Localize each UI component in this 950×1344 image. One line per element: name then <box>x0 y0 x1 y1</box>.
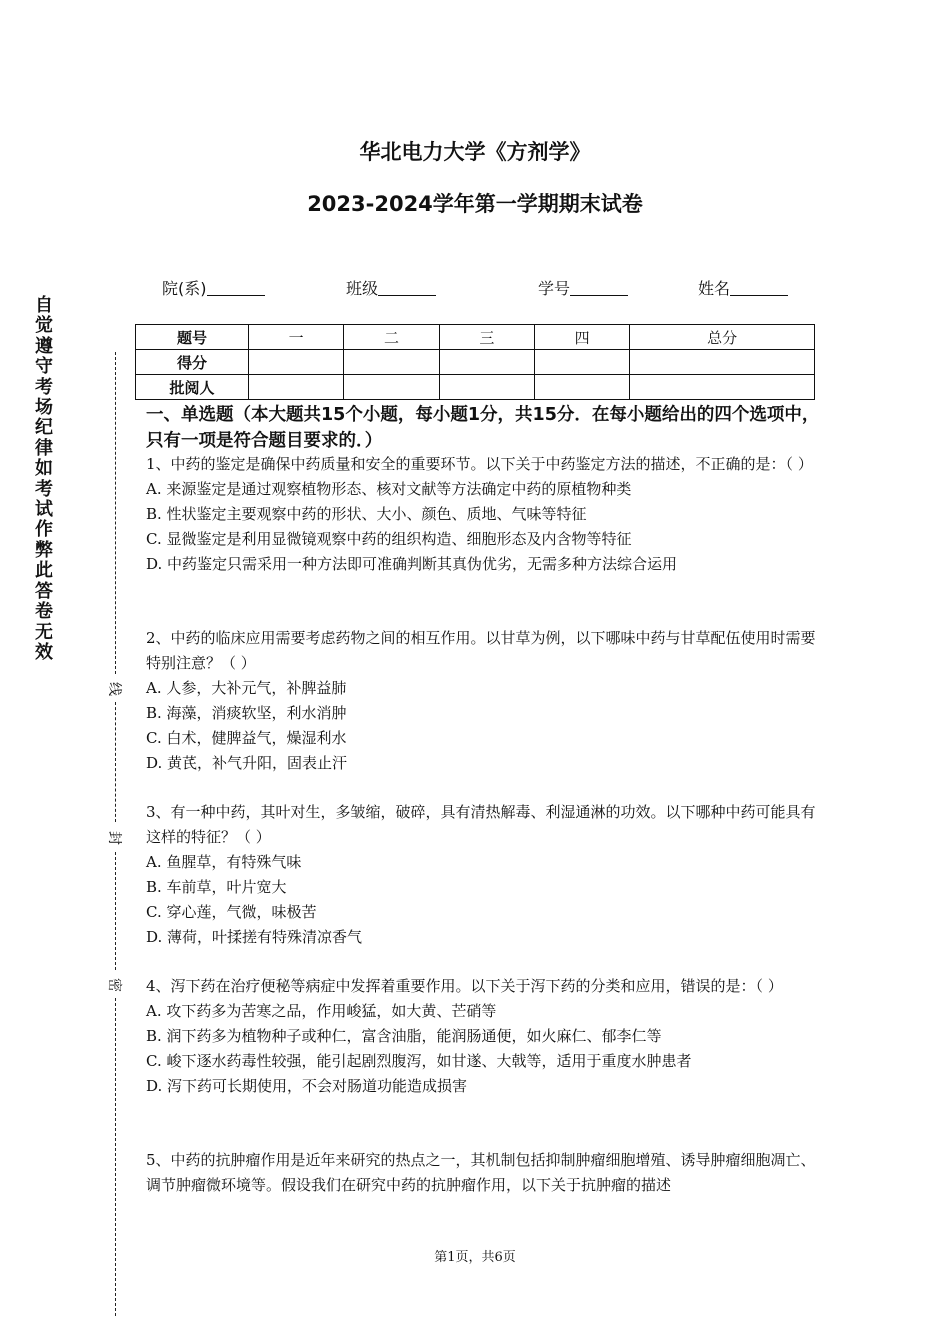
student-id-field <box>538 276 628 299</box>
question-1 <box>146 452 816 577</box>
student-id-label: 学号 <box>538 279 571 298</box>
score-cell[interactable] <box>249 350 344 375</box>
dept-blank[interactable] <box>207 279 265 296</box>
binding-dashed-line <box>115 998 116 1316</box>
reviewer-row-label: 批阅人 <box>136 375 249 400</box>
option-b[interactable]: B. 海藻，消痰软坚，利水消肿 <box>146 704 347 722</box>
section-heading: 一、单选题（本大题共15个小题，每小题1分，共15分．在每小题给出的四个选项中，只有一项是符合题目要求的．） <box>146 405 820 451</box>
seal-mark-secret: 密 <box>105 976 125 994</box>
option-d[interactable]: D. 薄荷，叶揉搓有特殊清凉香气 <box>146 928 363 946</box>
option-a[interactable]: A. 攻下药多为苦寒之品，作用峻猛，如大黄、芒硝等 <box>146 1002 497 1020</box>
option-b[interactable]: B. 性状鉴定主要观察中药的形状、大小、颜色、质地、气味等特征 <box>146 505 587 523</box>
score-header-cell: 四 <box>534 325 629 350</box>
option-a[interactable]: A. 鱼腥草，有特殊气味 <box>146 853 302 871</box>
score-header-cell: 题号 <box>136 325 249 350</box>
question-4 <box>146 974 816 1099</box>
option-d[interactable]: D. 泻下药可长期使用，不会对肠道功能造成损害 <box>146 1077 468 1095</box>
option-d[interactable]: D. 黄芪，补气升阳，固表止汗 <box>146 754 348 772</box>
option-b[interactable]: B. 润下药多为植物种子或种仁，富含油脂，能润肠通便，如火麻仁、郁李仁等 <box>146 1027 662 1045</box>
score-cell[interactable] <box>534 350 629 375</box>
score-cell[interactable] <box>439 350 534 375</box>
student-id-blank[interactable] <box>570 279 628 296</box>
question-stem: 5、中药的抗肿瘤作用是近年来研究的热点之一，其机制包括抑制肿瘤细胞增殖、诱导肿瘤细胞凋亡、调节肿瘤微环境等。假设我们在研究中药的抗肿瘤作用，以下关于抗肿瘤的描述 <box>146 1151 816 1194</box>
option-a[interactable]: A. 人参，大补元气，补脾益肺 <box>146 679 347 697</box>
question-stem: 1、中药的鉴定是确保中药质量和安全的重要环节。以下关于中药鉴定方法的描述，不正确的是：（ ） <box>146 455 813 473</box>
seal-mark-line: 线 <box>105 680 125 698</box>
dept-field <box>162 276 265 299</box>
question-stem: 4、泻下药在治疗便秘等病症中发挥着重要作用。以下关于泻下药的分类和应用，错误的是：（ ） <box>146 977 783 995</box>
question-5 <box>146 1148 816 1198</box>
question-3 <box>146 800 816 950</box>
reviewer-cell[interactable] <box>249 375 344 400</box>
option-c[interactable]: C. 峻下逐水药毒性较强，能引起剧烈腹泻，如甘遂、大戟等，适用于重度水肿患者 <box>146 1052 692 1070</box>
reviewer-cell[interactable] <box>534 375 629 400</box>
exam-title-line2: 2023-2024学年第一学期期末试卷 <box>307 192 643 216</box>
score-table-reviewer-row <box>136 375 815 400</box>
option-a[interactable]: A. 来源鉴定是通过观察植物形态、核对文献等方法确定中药的原植物种类 <box>146 480 632 498</box>
score-header-cell: 一 <box>249 325 344 350</box>
class-blank[interactable] <box>378 279 436 296</box>
question-2 <box>146 626 816 776</box>
dept-label: 院(系) <box>162 279 207 298</box>
exam-title-line1: 华北电力大学《方剂学》 <box>359 140 591 164</box>
seal-mark-seal: 封 <box>105 829 125 847</box>
score-table-header-row <box>136 325 815 350</box>
option-c[interactable]: C. 穿心莲，气微，味极苦 <box>146 903 317 921</box>
score-table-score-row <box>136 350 815 375</box>
score-table <box>135 324 815 400</box>
reviewer-cell[interactable] <box>439 375 534 400</box>
reviewer-cell[interactable] <box>344 375 439 400</box>
name-blank[interactable] <box>730 279 788 296</box>
option-c[interactable]: C. 白术，健脾益气，燥湿利水 <box>146 729 347 747</box>
reviewer-cell[interactable] <box>630 375 815 400</box>
binding-dashed-line <box>115 352 116 674</box>
binding-dashed-line <box>115 702 116 822</box>
score-header-cell: 总分 <box>630 325 815 350</box>
page-footer: 第1页，共6页 <box>434 1250 516 1265</box>
score-row-label: 得分 <box>136 350 249 375</box>
question-stem: 2、中药的临床应用需要考虑药物之间的相互作用。以甘草为例，以下哪味中药与甘草配伍使用时需要特别注意？（ ） <box>146 629 816 672</box>
option-b[interactable]: B. 车前草，叶片宽大 <box>146 878 287 896</box>
score-cell[interactable] <box>630 350 815 375</box>
question-stem: 3、有一种中药，其叶对生，多皱缩，破碎，具有清热解毒、利湿通淋的功效。以下哪种中药可能具有这样的特征？（ ） <box>146 803 816 846</box>
option-c[interactable]: C. 显微鉴定是利用显微镜观察中药的组织构造、细胞形态及内含物等特征 <box>146 530 632 548</box>
class-field <box>346 276 436 299</box>
class-label: 班级 <box>346 279 379 298</box>
exam-discipline-notice: 自觉遵守考场纪律如考试作弊此答卷无效 <box>35 295 53 663</box>
binding-dashed-line <box>115 852 116 970</box>
score-header-cell: 二 <box>344 325 439 350</box>
name-label: 姓名 <box>698 279 731 298</box>
score-cell[interactable] <box>344 350 439 375</box>
name-field <box>698 276 788 299</box>
option-d[interactable]: D. 中药鉴定只需采用一种方法即可准确判断其真伪优劣，无需多种方法综合运用 <box>146 555 678 573</box>
score-header-cell: 三 <box>439 325 534 350</box>
